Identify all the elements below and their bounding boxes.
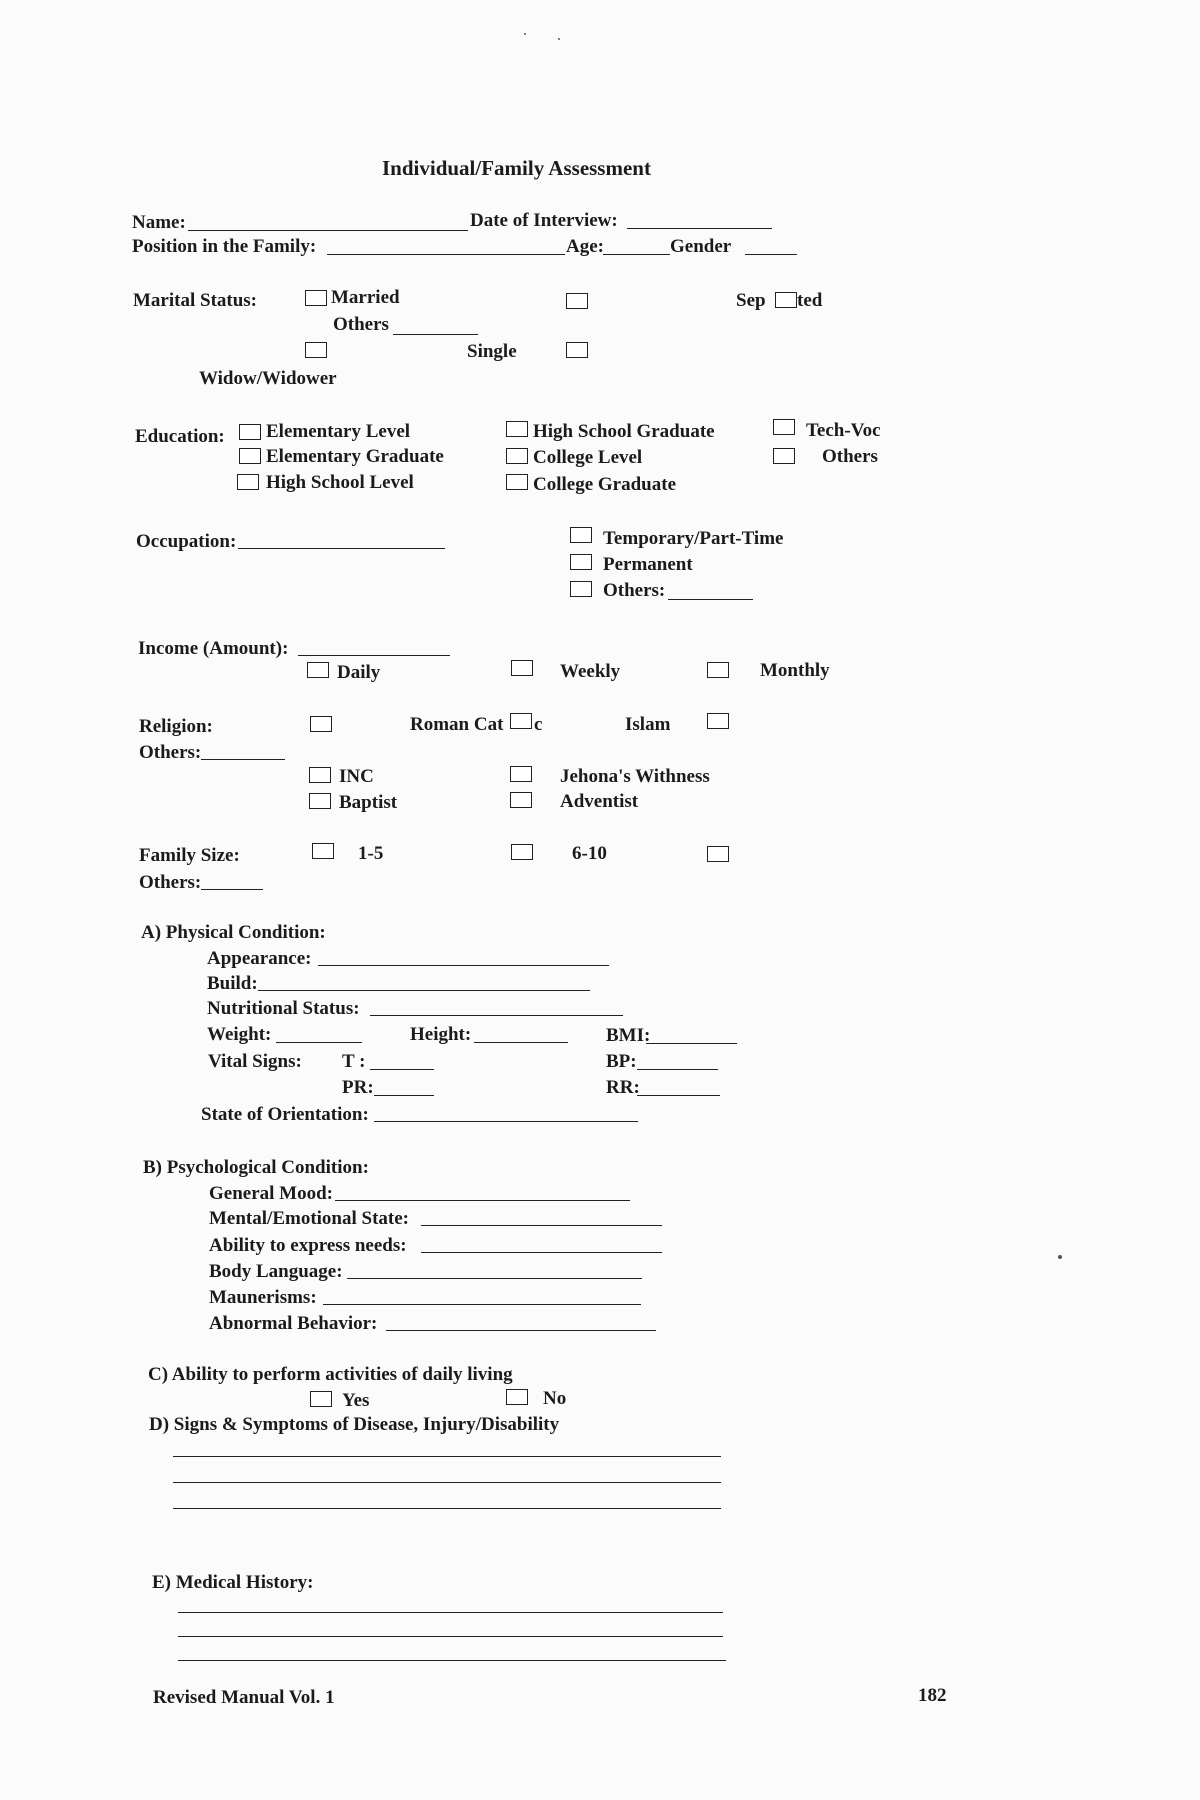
marital-others-label: Others: [333, 314, 389, 335]
elementary-graduate-label: Elementary Graduate: [266, 446, 444, 467]
college-graduate-checkbox[interactable]: [506, 474, 528, 490]
education-others-checkbox[interactable]: [773, 448, 795, 464]
footer-manual-label: Revised Manual Vol. 1: [153, 1687, 335, 1708]
age-label: Age:: [566, 236, 604, 257]
family-size-1-5-checkbox[interactable]: [312, 843, 334, 859]
appearance-label: Appearance:: [207, 948, 312, 969]
state-of-orientation-label: State of Orientation:: [201, 1104, 369, 1125]
baptist-checkbox[interactable]: [309, 793, 331, 809]
gender-field[interactable]: [745, 254, 797, 255]
signs-symptoms-line-2[interactable]: [173, 1482, 721, 1483]
ability-to-express-field[interactable]: [421, 1252, 662, 1253]
signs-symptoms-line-3[interactable]: [173, 1508, 721, 1509]
religion-others-label: Others:: [139, 742, 202, 763]
high-school-graduate-label: High School Graduate: [533, 421, 715, 442]
temperature-field[interactable]: [370, 1069, 434, 1070]
jehovas-witness-label: Jehona's Withness: [560, 766, 710, 787]
widow-label: Widow/Widower: [199, 368, 337, 389]
medical-history-line-1[interactable]: [178, 1612, 723, 1613]
occupation-others-label: Others:: [603, 580, 666, 601]
monthly-label: Monthly: [760, 660, 830, 681]
tech-voc-checkbox[interactable]: [773, 419, 795, 435]
appearance-field[interactable]: [318, 965, 609, 966]
baptist-label: Baptist: [339, 792, 398, 813]
gender-label: Gender: [670, 236, 732, 257]
high-school-graduate-checkbox[interactable]: [506, 421, 528, 437]
date-of-interview-field[interactable]: [627, 228, 772, 229]
college-level-checkbox[interactable]: [506, 448, 528, 464]
occupation-field[interactable]: [238, 548, 445, 549]
education-label: Education:: [135, 426, 225, 447]
religion-others-field[interactable]: [201, 759, 285, 760]
medical-history-heading: E) Medical History:: [152, 1572, 314, 1593]
nutritional-status-label: Nutritional Status:: [207, 998, 360, 1019]
bp-field[interactable]: [637, 1069, 718, 1070]
roman-catholic-label-end: c: [534, 714, 543, 735]
height-label: Height:: [410, 1024, 472, 1045]
marital-status-label: Marital Status:: [133, 290, 258, 311]
family-size-label: Family Size:: [139, 845, 240, 866]
height-field[interactable]: [474, 1042, 568, 1043]
adventist-checkbox[interactable]: [510, 792, 532, 808]
elementary-level-label: Elementary Level: [266, 421, 411, 442]
psychological-condition-heading: B) Psychological Condition:: [143, 1157, 369, 1178]
family-size-6-10-checkbox[interactable]: [511, 844, 533, 860]
vital-signs-label: Vital Signs:: [208, 1051, 302, 1072]
abnormal-behavior-label: Abnormal Behavior:: [209, 1313, 378, 1334]
medical-history-line-2[interactable]: [178, 1636, 723, 1637]
nutritional-status-field[interactable]: [370, 1015, 623, 1016]
page-number: 182: [918, 1685, 947, 1706]
religion-checkbox-1[interactable]: [310, 716, 332, 732]
body-language-label: Body Language:: [209, 1261, 343, 1282]
scan-speck: [1058, 1255, 1062, 1259]
permanent-checkbox[interactable]: [570, 554, 592, 570]
religion-label: Religion:: [139, 716, 213, 737]
body-language-field[interactable]: [347, 1278, 642, 1279]
adl-yes-label: Yes: [342, 1390, 370, 1411]
scan-speck: [524, 33, 526, 35]
weight-label: Weight:: [207, 1024, 272, 1045]
state-of-orientation-field[interactable]: [374, 1121, 638, 1122]
islam-label: Islam: [625, 714, 671, 735]
mental-emotional-state-label: Mental/Emotional State:: [209, 1208, 410, 1229]
abnormal-behavior-field[interactable]: [386, 1330, 656, 1331]
respiratory-rate-label: RR:: [606, 1077, 640, 1098]
build-label: Build:: [207, 973, 258, 994]
inc-checkbox[interactable]: [309, 767, 331, 783]
islam-checkbox[interactable]: [707, 713, 729, 729]
build-field[interactable]: [258, 990, 590, 991]
adl-no-label: No: [543, 1388, 567, 1409]
marital-checkbox-3[interactable]: [305, 342, 327, 358]
family-size-1-5-label: 1-5: [358, 843, 384, 864]
temperature-label: T :: [342, 1051, 366, 1072]
family-others-label: Others:: [139, 872, 202, 893]
mental-emotional-state-field[interactable]: [421, 1225, 662, 1226]
daily-checkbox[interactable]: [307, 662, 329, 678]
monthly-checkbox[interactable]: [707, 662, 729, 678]
signs-symptoms-heading: D) Signs & Symptoms of Disease, Injury/Disability: [149, 1414, 560, 1435]
bp-label: BP:: [606, 1051, 637, 1072]
adl-heading: C) Ability to perform activities of daily living: [148, 1364, 513, 1385]
occupation-others-checkbox[interactable]: [570, 581, 592, 597]
bmi-label: BMI:: [606, 1025, 651, 1046]
signs-symptoms-line-1[interactable]: [173, 1456, 721, 1457]
temporary-label: Temporary/Part-Time: [603, 528, 784, 549]
college-level-label: College Level: [533, 447, 643, 468]
education-others-label: Others: [822, 446, 878, 467]
roman-catholic-checkbox[interactable]: [510, 713, 532, 729]
scan-speck: [558, 38, 560, 40]
inc-label: INC: [339, 766, 374, 787]
separated-checkbox[interactable]: [775, 292, 797, 308]
pulse-rate-field[interactable]: [374, 1095, 434, 1096]
separated-label-start: Sep: [736, 290, 766, 311]
adl-no-checkbox[interactable]: [506, 1389, 528, 1405]
daily-label: Daily: [337, 662, 381, 683]
high-school-level-label: High School Level: [266, 472, 414, 493]
tech-voc-label: Tech-Voc: [806, 420, 881, 441]
single-label: Single: [467, 341, 517, 362]
position-field[interactable]: [327, 254, 565, 255]
single-checkbox[interactable]: [566, 342, 588, 358]
roman-catholic-label-start: Roman Cat: [410, 714, 504, 735]
permanent-label: Permanent: [603, 554, 693, 575]
occupation-label: Occupation:: [136, 531, 237, 552]
weekly-checkbox[interactable]: [511, 660, 533, 676]
marital-others-field[interactable]: [393, 334, 478, 335]
family-others-field[interactable]: [201, 889, 263, 890]
elementary-graduate-checkbox[interactable]: [239, 448, 261, 464]
family-size-6-10-label: 6-10: [572, 843, 607, 864]
general-mood-field[interactable]: [335, 1200, 630, 1201]
position-label: Position in the Family:: [132, 236, 317, 257]
weekly-label: Weekly: [560, 661, 621, 682]
name-field[interactable]: [188, 230, 468, 231]
jehovas-witness-checkbox[interactable]: [510, 766, 532, 782]
income-label: Income (Amount):: [138, 638, 289, 659]
married-checkbox[interactable]: [305, 290, 327, 306]
income-amount-field[interactable]: [298, 655, 450, 656]
ability-to-express-label: Ability to express needs:: [209, 1235, 407, 1256]
marital-checkbox-2[interactable]: [566, 293, 588, 309]
weight-field[interactable]: [276, 1042, 362, 1043]
adventist-label: Adventist: [560, 791, 639, 812]
date-of-interview-label: Date of Interview:: [470, 210, 618, 231]
general-mood-label: General Mood:: [209, 1183, 334, 1204]
physical-condition-heading: A) Physical Condition:: [141, 922, 326, 943]
mannerisms-field[interactable]: [323, 1304, 641, 1305]
separated-label-end: ted: [797, 290, 823, 311]
mannerisms-label: Maunerisms:: [209, 1287, 317, 1308]
age-field[interactable]: [603, 254, 670, 255]
high-school-level-checkbox[interactable]: [237, 474, 259, 490]
medical-history-line-3[interactable]: [178, 1660, 726, 1661]
occupation-others-field[interactable]: [668, 599, 753, 600]
bmi-field[interactable]: [646, 1043, 737, 1044]
college-graduate-label: College Graduate: [533, 474, 677, 495]
temporary-checkbox[interactable]: [570, 527, 592, 543]
pulse-rate-label: PR:: [342, 1077, 374, 1098]
adl-yes-checkbox[interactable]: [310, 1391, 332, 1407]
married-label: Married: [331, 287, 400, 308]
name-label: Name:: [132, 212, 186, 233]
respiratory-rate-field[interactable]: [637, 1095, 720, 1096]
elementary-level-checkbox[interactable]: [239, 424, 261, 440]
family-size-checkbox-3[interactable]: [707, 846, 729, 862]
form-title: Individual/Family Assessment: [382, 156, 651, 180]
